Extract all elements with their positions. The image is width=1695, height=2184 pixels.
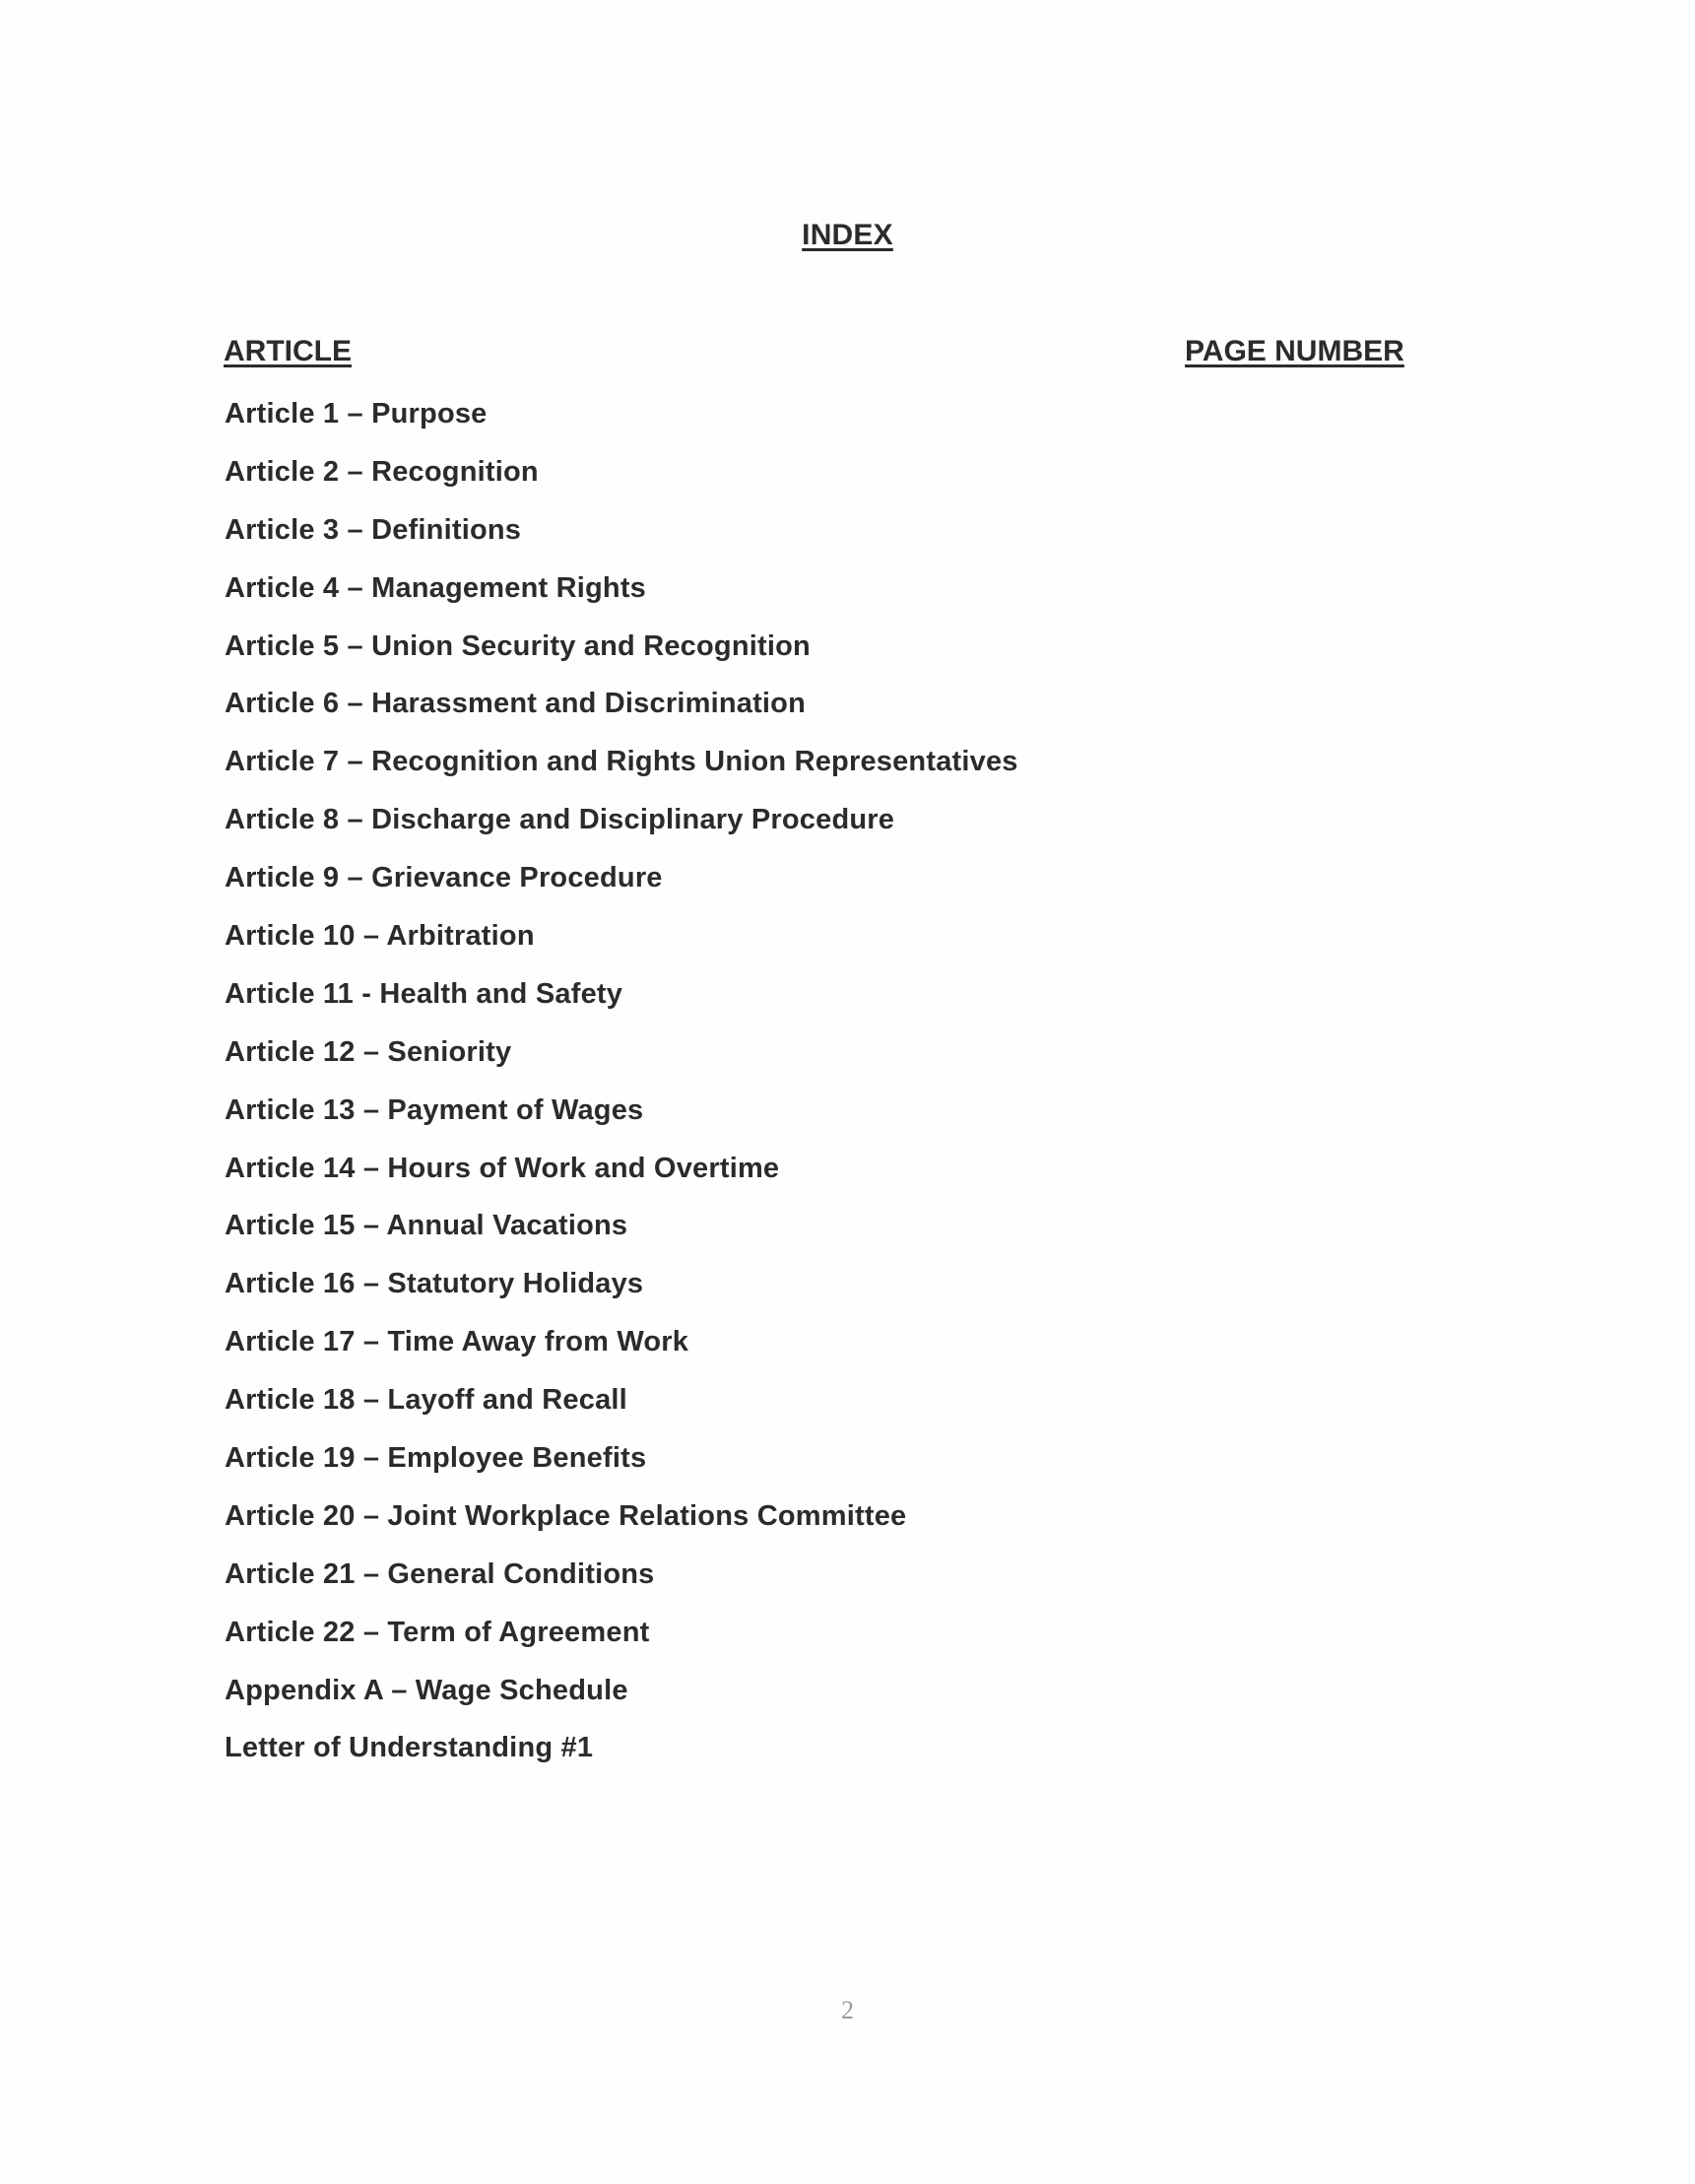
index-entry: Article 12 – Seniority <box>225 1035 512 1068</box>
index-entry: Article 18 – Layoff and Recall <box>225 1384 627 1417</box>
index-entry: Article 13 – Payment of Wages <box>225 1093 644 1126</box>
article-column-header: ARTICLE <box>224 335 352 367</box>
page-number: 2 <box>841 1996 854 2024</box>
index-entry: Article 10 – Arbitration <box>225 920 535 953</box>
index-entry: Article 22 – Term of Agreement <box>225 1616 650 1648</box>
index-entry: Article 8 – Discharge and Disciplinary Procedure <box>225 804 895 836</box>
index-entry: Article 1 – Purpose <box>225 398 488 430</box>
index-list <box>225 398 1018 1790</box>
index-entry: Article 9 – Grievance Procedure <box>225 862 663 894</box>
page-title: INDEX <box>802 219 893 251</box>
index-entry: Article 11 - Health and Safety <box>225 977 623 1010</box>
index-entry: Article 7 – Recognition and Rights Union Representatives <box>225 746 1018 778</box>
index-entry: Article 14 – Hours of Work and Overtime <box>225 1152 780 1184</box>
index-entry: Letter of Understanding #1 <box>225 1732 594 1764</box>
page-number-column-header: PAGE NUMBER <box>1185 335 1404 367</box>
index-entry: Article 4 – Management Rights <box>225 571 647 604</box>
index-entry: Article 5 – Union Security and Recognition <box>225 629 811 662</box>
index-entry: Article 17 – Time Away from Work <box>225 1326 689 1358</box>
index-entry: Article 16 – Statutory Holidays <box>225 1268 644 1300</box>
index-entry: Article 2 – Recognition <box>225 455 539 488</box>
index-entry: Appendix A – Wage Schedule <box>225 1674 628 1706</box>
index-entry: Article 20 – Joint Workplace Relations Committee <box>225 1499 907 1532</box>
index-entry: Article 21 – General Conditions <box>225 1557 655 1590</box>
index-entry: Article 19 – Employee Benefits <box>225 1442 647 1475</box>
index-entry: Article 6 – Harassment and Discrimination <box>225 688 807 720</box>
index-entry: Article 3 – Definitions <box>225 513 522 546</box>
index-entry: Article 15 – Annual Vacations <box>225 1210 628 1242</box>
